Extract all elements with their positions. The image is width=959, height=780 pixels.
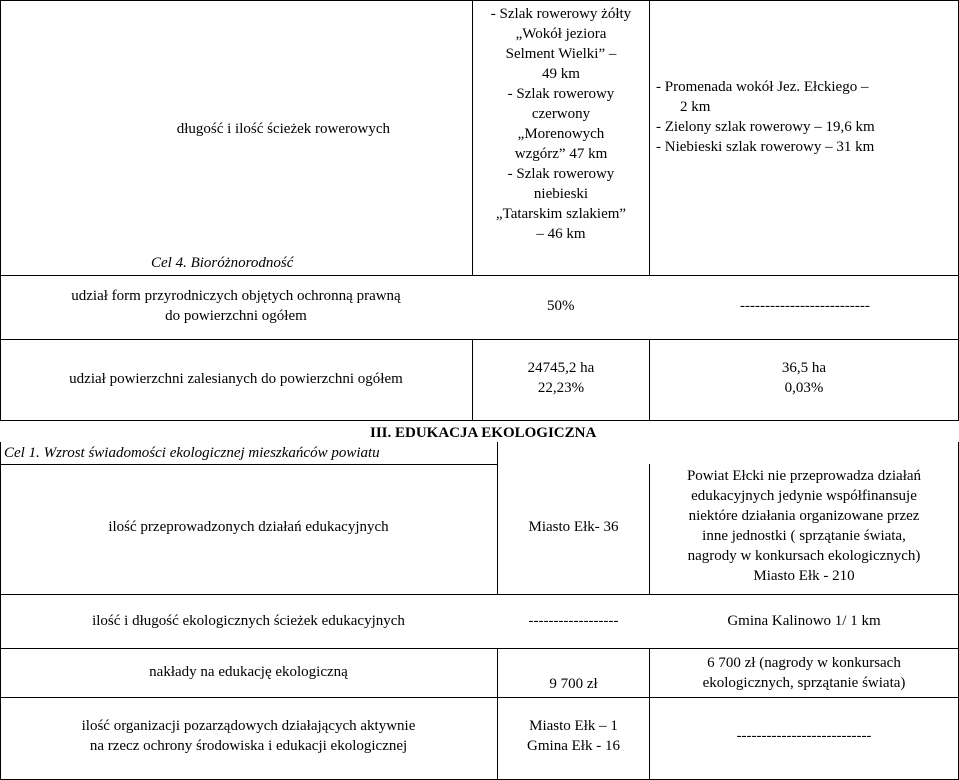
table-border [0,275,959,276]
cell-trail-list-city: - Promenada wokół Jez. Ełckiego – 2 km - Zielony szlak rowerowy – 19,6 km - Niebieski szlak rowerowy – 31 km [656,79,875,155]
cell-value: --------------------------- [736,728,872,744]
cell-value: ------------------ [528,613,619,629]
table-border [0,464,497,465]
table-border [0,0,1,421]
cell-value: -------------------------- [740,298,870,314]
table-border [0,648,959,649]
goal-title: Cel 4. Bioróżnorodność [151,255,294,271]
row-label: ilość i długość ekologicznych ścieżek edukacyjnych [92,613,405,629]
section-heading: III. EDUKACJA EKOLOGICZNA [370,425,597,441]
row-label: udział powierzchni zalesianych do powierzchni ogółem [69,371,403,387]
cell-trail-list-powiat: - Szlak rowerowy żółty „Wokół jeziora Selment Wielki” – 49 km - Szlak rowerowy czerwony „Morenowych wzgórz” 47 km - Szlak rowerowy niebieski „Tatarskim szlakiem” – 46 km [490,6,632,242]
row-label: udział form przyrodniczych objętych ochronną prawną do powierzchni ogółem [71,288,401,324]
cell-value: 9 700 zł [549,676,598,692]
cell-value: 50% [547,298,575,314]
cell-value: Miasto Ełk – 1 Gmina Ełk - 16 [527,718,620,754]
goal-title: Cel 1. Wzrost świadomości ekologicznej mieszkańców powiatu [4,445,380,461]
row-label: długość i ilość ścieżek rowerowych [176,121,390,137]
table-border [0,697,959,698]
row-label: ilość przeprowadzonych działań edukacyjnych [108,519,389,535]
cell-value: 6 700 zł (nagrody w konkursach ekologicznych, sprzątanie świata) [702,655,906,691]
cell-value: 36,5 ha 0,03% [781,360,827,396]
table-border [0,0,959,1]
table-border [0,420,959,421]
table-border [649,0,650,275]
row-label: nakłady na edukację ekologiczną [149,664,348,680]
table-border [497,648,498,780]
row-label: ilość organizacji pozarządowych działających aktywnie na rzecz ochrony środowiska i edukacji ekologicznej [81,718,416,754]
cell-value: Gmina Kalinowo 1/ 1 km [727,613,881,629]
cell-value: 24745,2 ha 22,23% [527,360,595,396]
cell-value: Powiat Ełcki nie przeprowadza działań edukacyjnych jedynie współfinansuje niektóre działania organizowane przez inne jednostki ( sprzątanie świata, nagrody w konkursach ekologicznych) Miasto Ełk - 210 [686,468,922,584]
cell-value: Miasto Ełk- 36 [528,519,619,535]
table-border [0,594,959,595]
table-border [0,339,959,340]
